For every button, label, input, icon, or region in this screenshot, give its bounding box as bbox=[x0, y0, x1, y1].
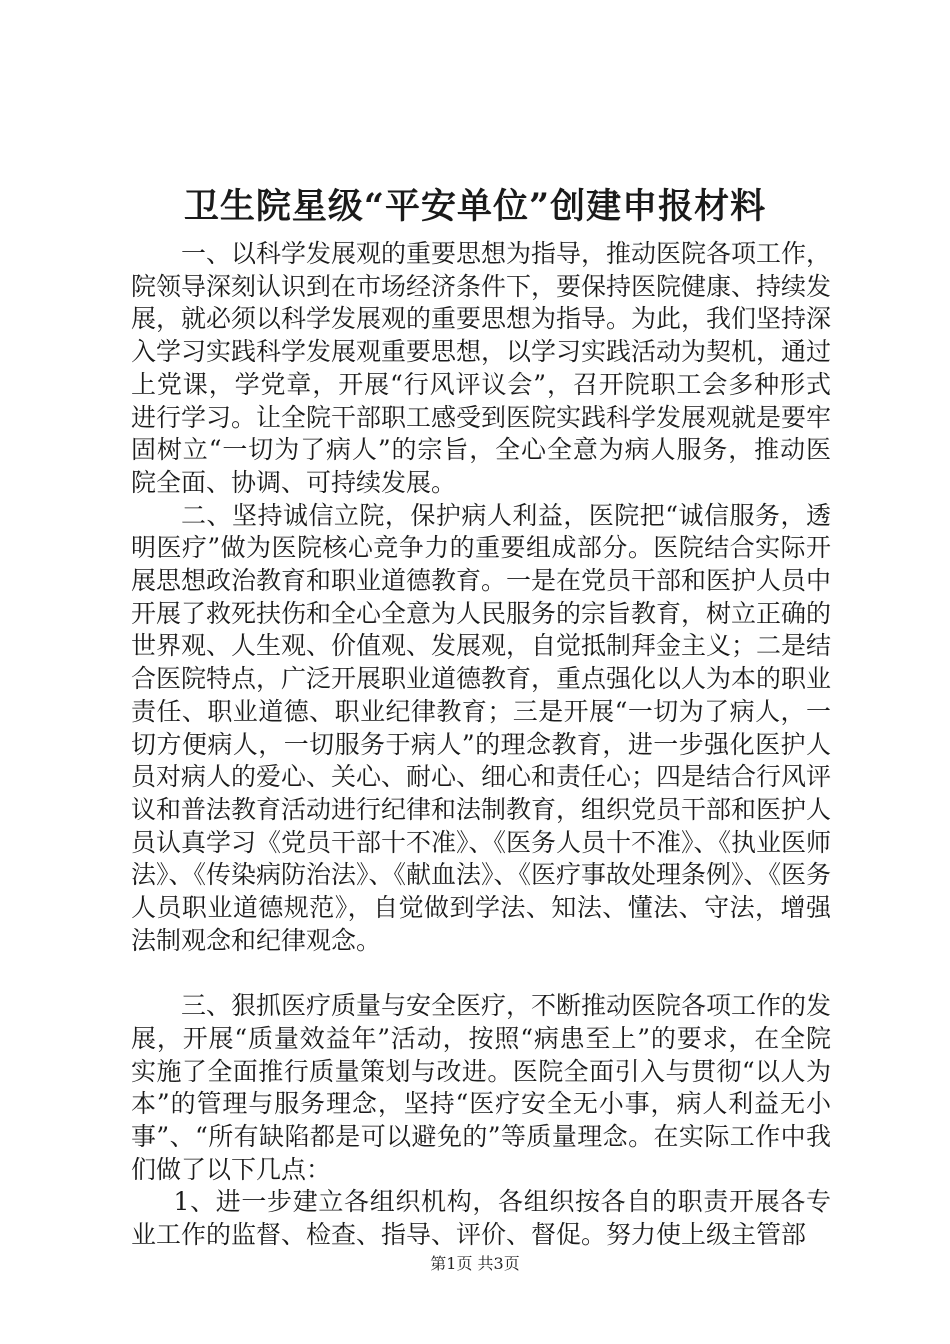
page-number: 第1页 共3页 bbox=[430, 1254, 520, 1273]
paragraph-2: 二、坚持诚信立院，保护病人利益，医院把“诚信服务，透明医疗”做为医院核心竞争力的重要组成部分。医院结合实际开展思想政治教育和职业道德教育。一是在党员干部和医护人员中开展了救死扶伤和全心全意为人民服务的宗旨教育，树立正确的世界观、人生观、价值观、发展观，自觉抵制拜金主义；二是结合医院特点，广泛开展职业道德教育，重点强化以人为本的职业责任、职业道德、职业纪律教育；三是开展“一切为了病人，一切方便病人，一切服务于病人”的理念教育，进一步强化医护人员对病人的爱心、关心、耐心、细心和责任心；四是结合行风评议和普法教育活动进行纪律和法制教育，组织党员干部和医护人员认真学习《党员干部十不准》、《医务人员十不准》、《执业医师法》、《传染病防治法》、《献血法》、《医疗事故处理条例》、《医务人员职业道德规范》，自觉做到学法、知法、懂法、守法，增强法制观念和纪律观念。 bbox=[131, 500, 832, 955]
paragraph-4: 1、进一步建立各组织机构，各组织按各自的职责开展各专业工作的监督、检查、指导、评价、督促。努力使上级主管部 bbox=[131, 1187, 831, 1250]
paragraph-3: 三、狠抓医疗质量与安全医疗，不断推动医院各项工作的发展，开展“质量效益年”活动，按照“病患至上”的要求，在全院实施了全面推行质量策划与改进。医院全面引入与贯彻“以人为本”的管理与服务理念，坚持“医疗安全无小事，病人利益无小事”、“所有缺陷都是可以避免的”等质量理念。在实际工作中我们做了以下几点： bbox=[131, 991, 832, 1184]
document-body bbox=[131, 238, 831, 1252]
document-title: 卫生院星级“平安单位”创建申报材料 bbox=[183, 186, 767, 227]
paragraph-1: 一、以科学发展观的重要思想为指导，推动医院各项工作，院领导深刻认识到在市场经济条件下，要保持医院健康、持续发展，就必须以科学发展观的重要思想为指导。为此，我们坚持深入学习实践科学发展观重要思想，以学习实践活动为契机，通过上党课，学党章，开展“行风评议会”，召开院职工会多种形式进行学习。让全院干部职工感受到医院实践科学发展观就是要牢固树立“一切为了病人”的宗旨，全心全意为病人服务，推动医院全面、协调、可持续发展。 bbox=[131, 239, 832, 497]
